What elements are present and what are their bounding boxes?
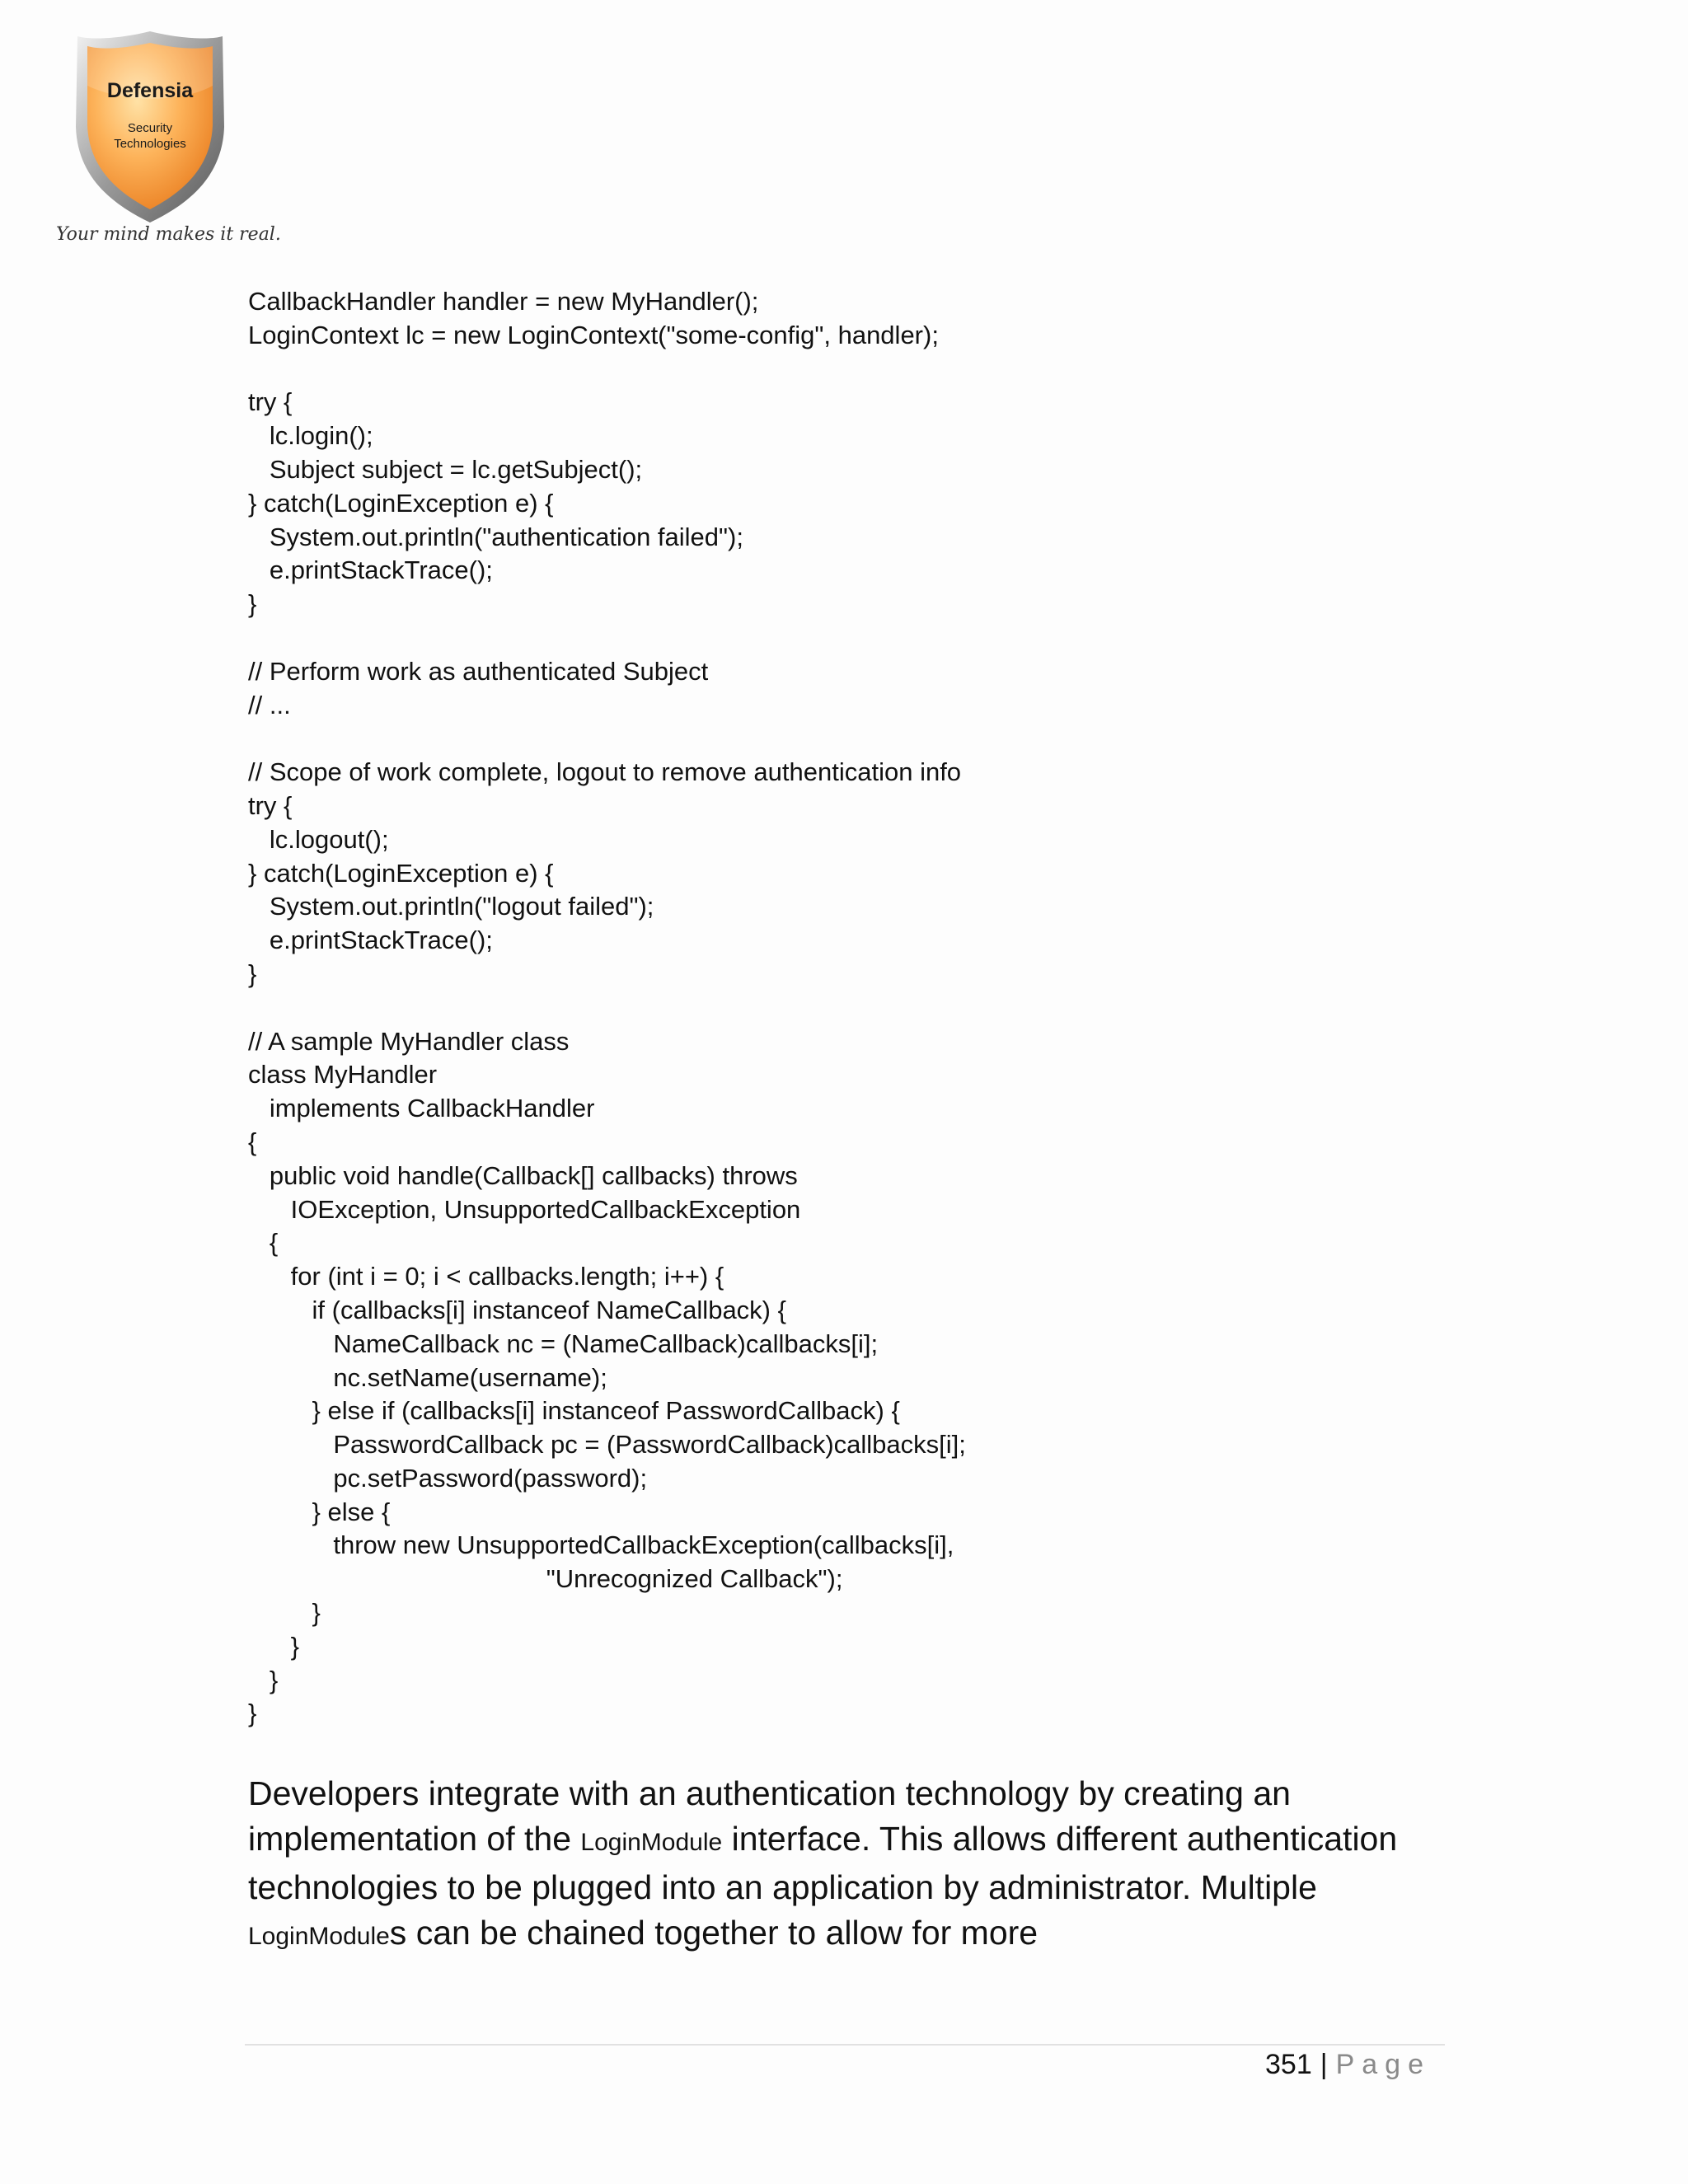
body-paragraph xyxy=(248,1771,1435,1959)
code-line: // Perform work as authenticated Subject xyxy=(248,656,709,686)
code-line: pc.setPassword(password); xyxy=(248,1463,648,1493)
page-label: Page xyxy=(1335,2049,1431,2080)
code-line: } xyxy=(248,1699,257,1728)
code-line: throw new UnsupportedCallbackException(callbacks[i], xyxy=(248,1530,954,1560)
inline-code-term: LoginModule xyxy=(248,1923,390,1950)
code-line: // ... xyxy=(248,690,291,719)
page-separator: | xyxy=(1320,2049,1328,2080)
logo-name: Defensia xyxy=(106,79,194,102)
code-line: { xyxy=(248,1228,279,1258)
inline-code-term: LoginModule xyxy=(580,1829,723,1856)
shield-icon xyxy=(59,28,241,226)
code-line: // Scope of work complete, logout to remove authentication info xyxy=(248,757,962,787)
code-line xyxy=(248,621,1484,655)
code-line: nc.setName(username); xyxy=(248,1362,607,1392)
code-line: System.out.println("logout failed"); xyxy=(248,892,654,921)
page-footer xyxy=(1265,2049,1431,2081)
code-line: Subject subject = lc.getSubject(); xyxy=(248,454,643,484)
code-line: } catch(LoginException e) { xyxy=(248,858,554,888)
code-line: class MyHandler xyxy=(248,1060,438,1090)
code-line: } xyxy=(248,958,257,988)
paragraph-text: interface. This allows different authentication technologies to be plugged into an application by administrator. Multiple xyxy=(248,1820,1398,1906)
logo-tagline: Your mind makes it real. xyxy=(56,224,281,245)
code-line: IOException, UnsupportedCallbackException xyxy=(248,1194,801,1224)
code-line: public void handle(Callback[] callbacks) throws xyxy=(248,1160,798,1190)
code-line: lc.login(); xyxy=(248,421,373,451)
code-line: } xyxy=(248,1631,300,1661)
code-line: // A sample MyHandler class xyxy=(248,1026,570,1056)
code-line: } xyxy=(248,589,257,619)
code-line: implements CallbackHandler xyxy=(248,1094,595,1123)
code-line: } xyxy=(248,1665,279,1694)
code-line: e.printStackTrace(); xyxy=(248,926,493,955)
code-line: "Unrecognized Callback"); xyxy=(248,1564,843,1594)
logo-line2: Technologies xyxy=(114,137,186,151)
code-line: System.out.println("authentication failed"); xyxy=(248,522,743,551)
code-listing xyxy=(248,285,1484,1731)
code-line: lc.logout(); xyxy=(248,824,389,854)
page-number: 351 xyxy=(1265,2049,1312,2080)
code-line: try { xyxy=(248,387,293,417)
code-line: try { xyxy=(248,790,293,820)
paragraph-text: s can be chained together to allow for more xyxy=(389,1914,1039,1952)
code-line: } else if (callbacks[i] instanceof PasswordCallback) { xyxy=(248,1396,900,1426)
code-line: CallbackHandler handler = new MyHandler(); xyxy=(248,287,759,316)
company-logo xyxy=(56,28,281,259)
code-line xyxy=(248,991,1484,1025)
code-line: PasswordCallback pc = (PasswordCallback)callbacks[i]; xyxy=(248,1430,966,1460)
code-line: LoginContext lc = new LoginContext("some-config", handler); xyxy=(248,320,939,349)
code-line: } else { xyxy=(248,1497,391,1526)
code-line: e.printStackTrace(); xyxy=(248,555,493,585)
code-line: NameCallback nc = (NameCallback)callbacks[i]; xyxy=(248,1329,879,1358)
footer-divider xyxy=(245,2044,1445,2046)
code-line xyxy=(248,722,1484,756)
code-line: if (callbacks[i] instanceof NameCallback) { xyxy=(248,1295,786,1324)
code-line: for (int i = 0; i < callbacks.length; i++) { xyxy=(248,1262,724,1291)
logo-line1: Security xyxy=(127,121,173,135)
code-line: } catch(LoginException e) { xyxy=(248,488,554,518)
code-line xyxy=(248,353,1484,387)
code-line: } xyxy=(248,1598,321,1628)
paragraph-text: Developers integrate with an authentication technology by creating an implementation of the xyxy=(248,1774,1291,1858)
code-line: { xyxy=(248,1127,257,1156)
